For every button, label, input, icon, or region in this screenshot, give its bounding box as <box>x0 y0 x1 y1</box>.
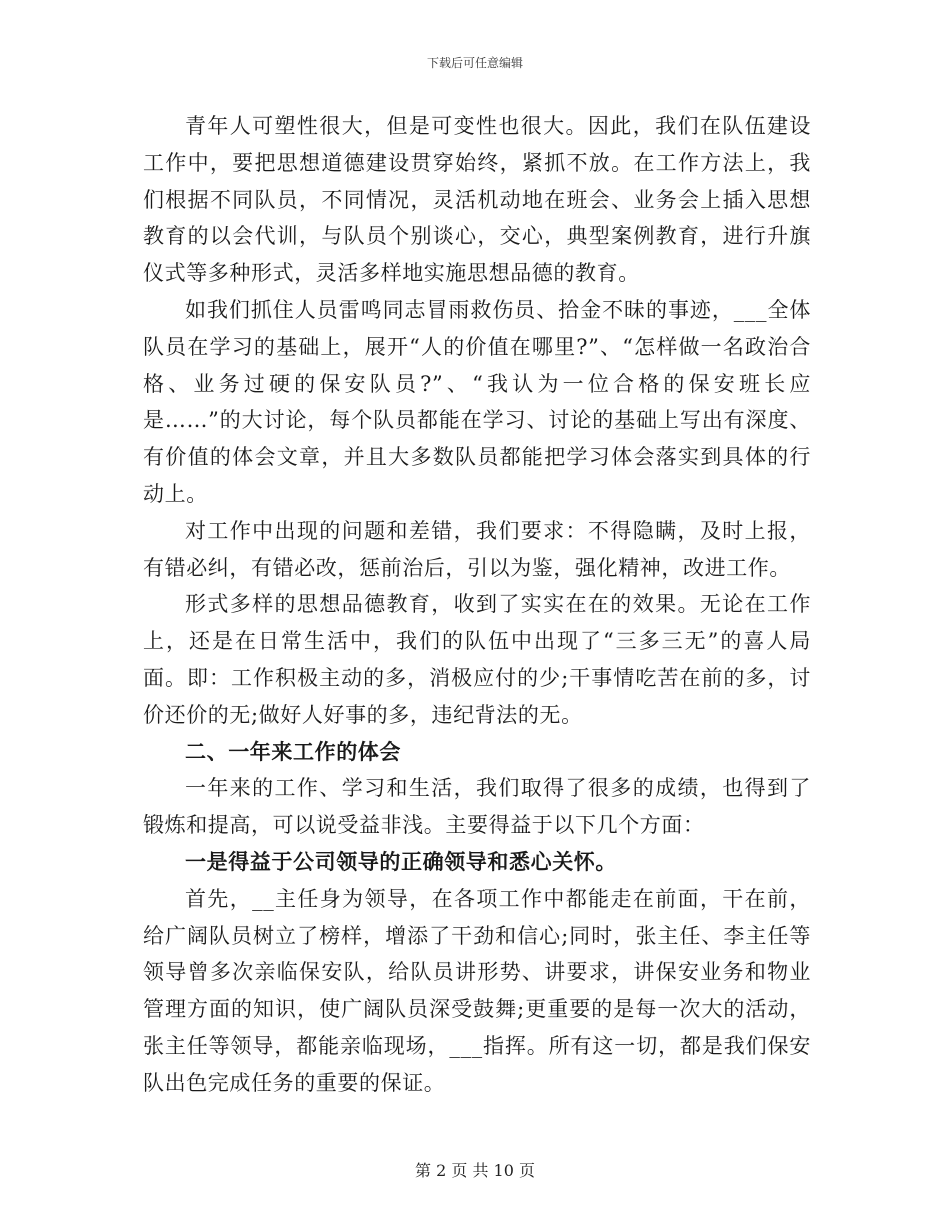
document-body <box>143 108 811 1102</box>
paragraph-error-handling: 对工作中出现的问题和差错，我们要求：不得隐瞒，及时上报，有错必纠，有错必改，惩前治后，引以为鉴，强化精神，改进工作。 <box>143 518 811 580</box>
paragraph-discussion: 如我们抓住人员雷鸣同志冒雨救伤员、拾金不昧的事迹，___全体队员在学习的基础上，展开“人的价值在哪里?”、“怎样做一名政治合格、业务过硬的保安队员?”、“我认为一位合格的保安班长应是……”的大讨论，每个队员都能在学习、讨论的基础上写出有深度、有价值的体会文章，并且大多数队员都能把学习体会落实到具体的行动上。 <box>143 297 811 506</box>
paragraph-education-results: 形式多样的思想品德教育，收到了实实在在的效果。无论在工作上，还是在日常生活中，我们的队伍中出现了“三多三无”的喜人局面。即：工作积极主动的多，消极应付的少;干事情吃苦在前的多，讨价还价的无;做好人好事的多，违纪背法的无。 <box>143 592 811 727</box>
page-number: 第 2 页 共 10 页 <box>415 1161 535 1180</box>
section-heading: 二、一年来工作的体会 <box>185 738 401 764</box>
paragraph-team-building: 青年人可塑性很大，但是可变性也很大。因此，我们在队伍建设工作中，要把思想道德建设贯穿始终，紧抓不放。在工作方法上，我们根据不同队员，不同情况，灵活机动地在班会、业务会上插入思想教育的以会代训，与队员个别谈心，交心，典型案例教育，进行升旗仪式等多种形式，灵活多样地实施思想品德的教育。 <box>143 114 811 286</box>
paragraph-year-summary: 一年来的工作、学习和生活，我们取得了很多的成绩，也得到了锻炼和提高，可以说受益非浅。主要得益于以下几个方面： <box>143 776 811 838</box>
paragraph-leadership: 首先，__主任身为领导，在各项工作中都能走在前面，干在前，给广阔队员树立了榜样，增添了干劲和信心;同时，张主任、李主任等领导曾多次亲临保安队，给队员讲形势、讲要求，讲保安业务和物业管理方面的知识，使广阔队员深受鼓舞;更重要的是每一次大的活动，张主任等领导，都能亲临现场，___指挥。所有这一切，都是我们保安队出色完成任务的重要的保证。 <box>143 886 811 1095</box>
subheading-leadership: 一是得益于公司领导的正确领导和悉心关怀。 <box>185 848 617 874</box>
page-header-note: 下载后可任意编辑 <box>426 56 523 70</box>
